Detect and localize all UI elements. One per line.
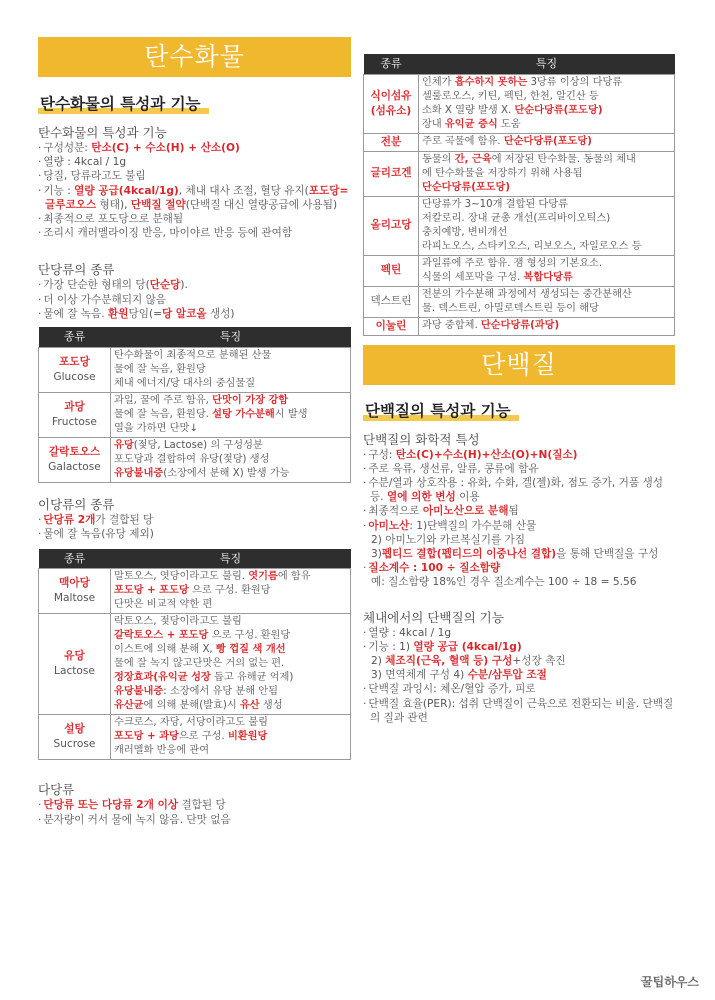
list-item: · 분자량이 커서 물에 녹지 않음. 단맛 없음: [38, 813, 351, 827]
list-item: · 아미노산: 1)단백질의 가수분해 산물: [363, 519, 675, 533]
footer-brand: 꿀팁하우스: [641, 975, 699, 989]
table-row: [39, 437, 351, 482]
feature-line: 과일, 꿀에 주로 함유, 단맛이 가장 강함: [114, 394, 289, 406]
function-line: 3) 면역체계 구성 4) 수분/삼투압 조절: [371, 669, 547, 682]
type-cell: 맥아당 Maltose: [39, 569, 111, 614]
list-item: · 단백질 과잉시: 체온/혈압 증가, 피로: [363, 682, 675, 696]
feature-line: 라피노오스, 스타키오스, 리보오스, 자일로오스 등: [422, 240, 642, 252]
feature-cell: [111, 569, 351, 614]
protein-sec1-title: 단백질의 화학적 특성: [363, 431, 480, 447]
list-item: · 단당류 2개가 결합된 당: [38, 513, 351, 527]
feature-line: 식물의 세포막을 구성. 복합다당류: [422, 271, 573, 283]
table-header-row: [39, 549, 351, 569]
table-row: [364, 151, 675, 196]
feature-line: 수크로스, 자당, 서당이라고도 불림: [114, 717, 268, 729]
disaccharide-table: [38, 549, 351, 761]
table-header-row: [364, 54, 675, 74]
feature-cell: [419, 74, 675, 133]
feature-line: 단맛은 비교적 약한 편: [114, 599, 213, 611]
feature-line: 이스트에 의해 분해 X, 빵 껍질 색 개선: [114, 644, 286, 656]
feature-line: 전분의 가수분해 과정에서 생성되는 중간분해산: [422, 288, 632, 300]
feature-line: 물에 잘 녹지 않고단맛은 거의 없는 편.: [114, 658, 285, 670]
col-header-feature: 특징: [111, 549, 351, 569]
feature-line: 포도당과 결합하여 유당(젖당) 생성: [114, 453, 270, 465]
feature-cell: [111, 392, 351, 437]
table-header-row: [39, 327, 351, 347]
list-item: · 당질, 당류라고도 불림: [38, 169, 351, 183]
protein-functions: [363, 654, 675, 682]
carb-sec2-list: [38, 278, 351, 321]
feature-line: 단순다당류(포도당): [422, 181, 511, 193]
feature-line: 유당불내증: 소장에서 유당 분해 안됨: [114, 686, 279, 698]
feature-line: 과당 중합체. 단순다당류(과당): [422, 320, 560, 331]
feature-line: 열을 가하면 단맛↓: [114, 422, 198, 434]
table-row: [39, 614, 351, 715]
feature-cell: [111, 614, 351, 715]
type-cell: 설탕 Sucrose: [39, 715, 111, 760]
nitrogen-list: [363, 561, 675, 575]
feature-line: 말토오스, 엿당이라고도 불림. 엿기름에 함유: [114, 571, 311, 583]
carb-sec1-title: 탄수화물의 특성과 기능: [38, 125, 167, 140]
feature-line: 포도당 + 포도당 으로 구성. 환원당: [114, 585, 271, 597]
feature-cell: [111, 347, 351, 392]
feature-line: 물에 잘 녹음, 환원당: [114, 363, 206, 375]
list-item: · 구성성분: 탄소(C) + 수소(H) + 산소(O): [38, 141, 351, 155]
list-item: · 최종적으로 아미노산으로 분해됨: [363, 504, 675, 518]
list-item: · 조리시 캐러멜라이징 반응, 마이야르 반응 등에 관여함: [38, 226, 351, 240]
protein-sec1-list: [363, 448, 675, 533]
feature-line: 락토오스, 젖당이라고도 불림: [114, 616, 242, 628]
feature-line: 캐러멜화 반응에 관여: [114, 745, 210, 757]
feature-line: 정장효과(유익균 성장 돕고 유해균 억제): [114, 672, 294, 684]
col-header-feature: 특징: [419, 54, 675, 74]
carb-subhead-wrap: [38, 92, 351, 114]
type-cell: 펙틴: [364, 255, 419, 286]
monosaccharide-table: [38, 327, 351, 483]
protein-sec2-list-b: [363, 682, 675, 725]
feature-line: 셀룰로오스, 키틴, 펙틴, 한천, 알긴산 등: [422, 90, 599, 102]
table-row: [39, 715, 351, 760]
feature-line: 유산균에 의해 분해(발효)시 유산 생성: [114, 700, 283, 712]
feature-line: 동물의 간, 근육에 저장된 탄수화물. 동물의 체내: [422, 153, 636, 165]
feature-line: 갈락토오스 + 포도당 으로 구성. 환원당: [114, 630, 291, 642]
list-item: · 기능 : 열량 공급(4kcal/1g), 체내 대사 조절, 혈당 유지(포도당=글루코오스 형태), 단백질 절약(단백질 대신 열량공급에 사용됨): [38, 184, 351, 212]
amino-acid-details: [363, 533, 675, 561]
type-cell: 식이섬유 (섬유소): [364, 74, 419, 133]
list-item: · 더 이상 가수분해되지 않음: [38, 293, 351, 307]
list-item: · 최종적으로 포도당으로 분해됨: [38, 212, 351, 226]
list-item: · 수분/열과 상호작용 : 유화, 수화, 겔(젤)화, 점도 증가, 거품 생성 등. 열에 의한 변성 이용: [363, 476, 675, 504]
list-item: · 기능 : 1) 열량 공급 (4kcal/1g): [363, 640, 675, 654]
table-row: [364, 286, 675, 317]
type-cell: 유당 Lactose: [39, 614, 111, 715]
protein-sec2-list: [363, 626, 675, 654]
list-item: · 주로 육류, 생선류, 알류, 콩류에 함유: [363, 462, 675, 476]
feature-line: 체내 에너지/당 대사의 중심물질: [114, 377, 256, 389]
feature-line: 물. 덱스트린, 아밀로덱스트린 등이 해당: [422, 302, 599, 314]
table-row: [39, 347, 351, 392]
col-header-type: 종류: [364, 54, 419, 74]
col-header-type: 종류: [39, 549, 111, 569]
feature-line: 장내 유익균 증식 도움: [422, 118, 521, 130]
feature-cell: [419, 196, 675, 255]
type-cell: 글리코겐: [364, 151, 419, 196]
right-column: [363, 0, 675, 725]
table-row: [39, 392, 351, 437]
col-header-type: 종류: [39, 327, 111, 347]
feature-line: 탄수화물이 최종적으로 분해된 산물: [114, 349, 272, 361]
list-item: · 열량 : 4kcal / 1g: [363, 626, 675, 640]
carb-subhead: 탄수화물의 특성과 기능: [38, 92, 203, 114]
feature-cell: [419, 133, 675, 151]
carb-sec4-title: 다당류: [38, 782, 75, 798]
carb-sec3-title: 이당류의 종류: [38, 496, 115, 512]
list-item: · 물에 잘 녹음. 환원당임(=당 알코올 생성): [38, 307, 351, 321]
feature-line: 물에 잘 녹음, 환원당. 설탕 가수분해시 발생: [114, 408, 308, 420]
col-header-feature: 특징: [111, 327, 351, 347]
function-line: 2) 체조직(근육, 혈액 등) 구성+성장 촉진: [371, 654, 566, 667]
list-item: · 열량 : 4kcal / 1g: [38, 155, 351, 169]
carb-sec1-list: [38, 141, 351, 240]
feature-line: 주로 곡물에 함유. 단순다당류(포도당): [422, 136, 592, 147]
type-cell: 전분: [364, 133, 419, 151]
feature-cell: [419, 151, 675, 196]
protein-banner: 단백질: [363, 345, 675, 385]
table-row: [364, 74, 675, 133]
table-row: [364, 133, 675, 151]
carbohydrate-banner: 탄수화물: [38, 37, 351, 77]
feature-line: 소화 X 열량 발생 X. 단순다당류(포도당): [422, 104, 603, 116]
feature-line: 유당(젖당, Lactose) 의 구성성분: [114, 439, 263, 451]
type-cell: 과당 Fructose: [39, 392, 111, 437]
type-cell: 포도당 Glucose: [39, 347, 111, 392]
protein-subhead: 단백질의 특성과 기능: [363, 399, 513, 421]
amino-line-2: 2) 아미노기와 카르복실기를 가짐: [371, 533, 526, 546]
carb-sec2-title: 단당류의 종류: [38, 262, 115, 278]
type-cell: 올리고당: [364, 196, 419, 255]
protein-subhead-wrap: [363, 399, 675, 421]
feature-cell: [419, 286, 675, 317]
feature-line: 저칼로리. 장내 균총 개선(프리바이오틱스): [422, 212, 611, 224]
feature-cell: [419, 255, 675, 286]
list-item: · 물에 잘 녹음(유당 제외): [38, 527, 351, 541]
table-row: [364, 255, 675, 286]
table-row: [364, 196, 675, 255]
feature-line: 유당불내증(소장에서 분해 X) 발생 가능: [114, 467, 290, 479]
feature-line: 과일류에 주로 함유. 잼 형성의 기본요소.: [422, 257, 603, 269]
carb-sec4-list: [38, 798, 351, 826]
protein-sec2-title: 체내에서의 단백질의 기능: [363, 609, 504, 625]
feature-cell: [419, 317, 675, 335]
table-row: [39, 569, 351, 614]
list-item: · 가장 단순한 형태의 당(단순당).: [38, 278, 351, 292]
feature-cell: [111, 437, 351, 482]
left-column: [38, 0, 351, 827]
feature-line: 인체가 흡수하지 못하는 3당류 이상의 다당류: [422, 76, 623, 88]
list-item: · 구성: 탄소(C)+수소(H)+산소(O)+N(질소): [363, 448, 675, 462]
list-item: · 단백질 효율(PER): 섭취 단백질이 근육으로 전환되는 비율. 단백질의 질과 관련: [363, 697, 675, 725]
type-cell: 덱스트린: [364, 286, 419, 317]
feature-line: 단당류가 3~10개 결합된 다당류: [422, 198, 568, 210]
list-item: · 질소계수 : 100 ÷ 질소함량: [363, 561, 675, 575]
nitrogen-example: 예: 질소함량 18%인 경우 질소계수는 100 ÷ 18 = 5.56: [371, 576, 637, 589]
feature-line: 에 탄수화물을 저장하기 위해 사용됨: [422, 167, 583, 179]
feature-line: 충치예방, 변비개선: [422, 226, 508, 238]
table-row: [364, 317, 675, 335]
type-cell: 갈락토오스 Galactose: [39, 437, 111, 482]
type-cell: 이눌린: [364, 317, 419, 335]
feature-line: 포도당 + 과당으로 구성. 비환원당: [114, 731, 268, 743]
feature-cell: [111, 715, 351, 760]
amino-line-3: 3)펩티드 결합(펩티드의 이중나선 결합)을 통해 단백질을 구성: [371, 547, 659, 560]
carb-sec3-list: [38, 513, 351, 541]
polysaccharide-table: [363, 54, 675, 336]
list-item: · 단당류 또는 다당류 2개 이상 결합된 당: [38, 798, 351, 812]
